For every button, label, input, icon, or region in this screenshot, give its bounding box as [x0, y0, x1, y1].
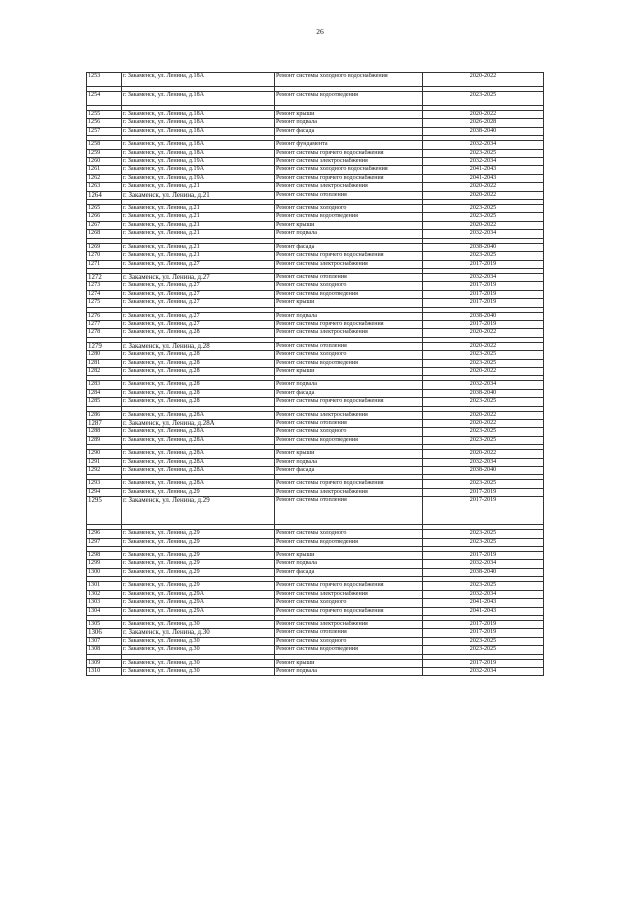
- work-type-cell: Ремонт системы холодного водоснабжения: [275, 166, 423, 174]
- row-number-cell: 1264: [87, 191, 122, 199]
- table-row: [87, 367, 544, 375]
- table-row: [87, 260, 544, 268]
- address-cell: г. Закаменск, ул. Ленина, д.29: [122, 552, 275, 560]
- period-cell: 2020-2022: [423, 329, 544, 337]
- row-number-cell: 1309: [87, 659, 122, 667]
- address-cell: г. Закаменск, ул. Ленина, д.21: [122, 243, 275, 251]
- period-cell: 2041-2043: [423, 599, 544, 607]
- work-type-cell: Ремонт системы отопления: [275, 342, 423, 350]
- address-cell: г. Закаменск, ул. Ленина, д.21: [122, 230, 275, 238]
- period-cell: 2017-2019: [423, 320, 544, 328]
- work-type-cell: Ремонт системы электроснабжения: [275, 411, 423, 419]
- table-row: [87, 111, 544, 119]
- row-number-cell: 1284: [87, 389, 122, 397]
- row-number-cell: 1307: [87, 637, 122, 645]
- table-row: [87, 299, 544, 307]
- period-cell: 2032-2034: [423, 273, 544, 281]
- work-type-cell: Ремонт системы водоотведения: [275, 436, 423, 444]
- work-type-cell: Ремонт крыши: [275, 552, 423, 560]
- address-cell: г. Закаменск, ул. Ленина, д.18А: [122, 127, 275, 135]
- address-cell: г. Закаменск, ул. Ленина, д.27: [122, 290, 275, 298]
- table-row: [87, 92, 544, 106]
- work-type-cell: Ремонт системы электроснабжения: [275, 590, 423, 598]
- address-cell: г. Закаменск, ул. Ленина, д.29: [122, 488, 275, 496]
- table-row: [87, 273, 544, 281]
- period-cell: 2020-2022: [423, 367, 544, 375]
- address-cell: г. Закаменск, ул. Ленина, д.28А: [122, 467, 275, 475]
- work-type-cell: Ремонт подвала: [275, 230, 423, 238]
- address-cell: г. Закаменск, ул. Ленина, д.18А: [122, 92, 275, 106]
- address-cell: г. Закаменск, ул. Ленина, д.18А: [122, 119, 275, 127]
- period-cell: 2023-2025: [423, 252, 544, 260]
- address-cell: г. Закаменск, ул. Ленина, д.28: [122, 359, 275, 367]
- period-cell: 2023-2025: [423, 436, 544, 444]
- table-row: [87, 568, 544, 576]
- row-number-cell: 1303: [87, 599, 122, 607]
- work-type-cell: Ремонт системы холодного: [275, 351, 423, 359]
- row-number-cell: 1290: [87, 450, 122, 458]
- period-cell: 2023-2025: [423, 149, 544, 157]
- period-cell: 2023-2025: [423, 538, 544, 546]
- address-cell: г. Закаменск, ул. Ленина, д.28: [122, 381, 275, 389]
- row-number-cell: 1308: [87, 646, 122, 654]
- work-type-cell: Ремонт системы горячего водоснабжения: [275, 607, 423, 615]
- address-cell: г. Закаменск, ул. Ленина, д.18А: [122, 111, 275, 119]
- work-type-cell: Ремонт фасада: [275, 127, 423, 135]
- period-cell: 2017-2019: [423, 552, 544, 560]
- address-cell: г. Закаменск, ул. Ленина, д.27: [122, 260, 275, 268]
- work-type-cell: Ремонт системы водоотведения: [275, 538, 423, 546]
- address-cell: г. Закаменск, ул. Ленина, д.28: [122, 367, 275, 375]
- period-cell: 2032-2034: [423, 590, 544, 598]
- address-cell: г. Закаменск, ул. Ленина, д.19А: [122, 174, 275, 182]
- address-cell: г. Закаменск, ул. Ленина, д.28: [122, 329, 275, 337]
- table-row: [87, 252, 544, 260]
- table-row: [87, 381, 544, 389]
- work-type-cell: Ремонт системы горячего водоснабжения: [275, 398, 423, 406]
- row-number-cell: 1297: [87, 538, 122, 546]
- work-type-cell: Ремонт крыши: [275, 367, 423, 375]
- table-row: [87, 141, 544, 149]
- period-cell: 2020-2022: [423, 183, 544, 191]
- table-row: [87, 119, 544, 127]
- address-cell: г. Закаменск, ул. Ленина, д.29: [122, 530, 275, 538]
- table-row: [87, 320, 544, 328]
- row-number-cell: 1305: [87, 620, 122, 628]
- table-row: [87, 599, 544, 607]
- table-row: [87, 243, 544, 251]
- work-type-cell: Ремонт системы водоотведения: [275, 359, 423, 367]
- period-cell: 2041-2043: [423, 166, 544, 174]
- table-row: [87, 488, 544, 496]
- work-type-cell: Ремонт системы электроснабжения: [275, 488, 423, 496]
- row-number-cell: 1296: [87, 530, 122, 538]
- work-type-cell: Ремонт фасада: [275, 389, 423, 397]
- work-type-cell: Ремонт системы холодного: [275, 599, 423, 607]
- period-cell: 2017-2019: [423, 299, 544, 307]
- row-number-cell: 1292: [87, 467, 122, 475]
- row-number-cell: 1286: [87, 411, 122, 419]
- address-cell: г. Закаменск, ул. Ленина, д.29А: [122, 590, 275, 598]
- work-type-cell: Ремонт подвала: [275, 381, 423, 389]
- work-type-cell: Ремонт системы электроснабжения: [275, 183, 423, 191]
- address-cell: г. Закаменск, ул. Ленина, д.29А: [122, 607, 275, 615]
- address-cell: г. Закаменск, ул. Ленина, д.29А: [122, 599, 275, 607]
- address-cell: г. Закаменск, ул. Ленина, д.27: [122, 282, 275, 290]
- table-row: [87, 230, 544, 238]
- row-number-cell: 1276: [87, 312, 122, 320]
- table-row: [87, 646, 544, 654]
- table-row: [87, 351, 544, 359]
- row-number-cell: 1261: [87, 166, 122, 174]
- table-row: [87, 428, 544, 436]
- row-number-cell: 1306: [87, 629, 122, 637]
- period-cell: 2032-2034: [423, 458, 544, 466]
- address-cell: г. Закаменск, ул. Ленина, д.28А: [122, 411, 275, 419]
- work-type-cell: Ремонт системы отопления: [275, 629, 423, 637]
- address-cell: г. Закаменск, ул. Ленина, д.28А: [122, 420, 275, 428]
- period-cell: 2038-2040: [423, 127, 544, 135]
- period-cell: 2017-2019: [423, 290, 544, 298]
- period-cell: 2017-2019: [423, 659, 544, 667]
- address-cell: г. Закаменск, ул. Ленина, д.28А: [122, 436, 275, 444]
- work-type-cell: Ремонт фасада: [275, 467, 423, 475]
- address-cell: г. Закаменск, ул. Ленина, д.28А: [122, 458, 275, 466]
- row-number-cell: 1283: [87, 381, 122, 389]
- period-cell: 2023-2025: [423, 398, 544, 406]
- work-type-cell: Ремонт системы водоотведения: [275, 92, 423, 106]
- table-row: [87, 420, 544, 428]
- table-body: [87, 73, 544, 676]
- table-row: [87, 158, 544, 166]
- period-cell: 2020-2022: [423, 450, 544, 458]
- table-row: [87, 290, 544, 298]
- table-row: [87, 191, 544, 199]
- table-row: [87, 183, 544, 191]
- address-cell: г. Закаменск, ул. Ленина, д.30: [122, 646, 275, 654]
- address-cell: г. Закаменск, ул. Ленина, д.21: [122, 183, 275, 191]
- table-row: [87, 329, 544, 337]
- period-cell: 2020-2022: [423, 221, 544, 229]
- work-type-cell: Ремонт фундамента: [275, 141, 423, 149]
- row-number-cell: 1266: [87, 213, 122, 221]
- period-cell: 2026-2028: [423, 119, 544, 127]
- period-cell: 2032-2034: [423, 560, 544, 568]
- table-row: [87, 312, 544, 320]
- period-cell: 2020-2022: [423, 420, 544, 428]
- table-row: [87, 480, 544, 488]
- address-cell: г. Закаменск, ул. Ленина, д.27: [122, 320, 275, 328]
- period-cell: 2032-2034: [423, 667, 544, 675]
- period-cell: 2023-2025: [423, 582, 544, 590]
- address-cell: г. Закаменск, ул. Ленина, д.28: [122, 342, 275, 350]
- work-type-cell: Ремонт фасада: [275, 243, 423, 251]
- period-cell: 2023-2025: [423, 351, 544, 359]
- period-cell: 2023-2025: [423, 428, 544, 436]
- work-type-cell: Ремонт системы горячего водоснабжения: [275, 252, 423, 260]
- work-type-cell: Ремонт подвала: [275, 119, 423, 127]
- address-cell: г. Закаменск, ул. Ленина, д.30: [122, 659, 275, 667]
- table-row: [87, 73, 544, 87]
- row-number-cell: 1279: [87, 342, 122, 350]
- row-number-cell: 1253: [87, 73, 122, 87]
- row-number-cell: 1288: [87, 428, 122, 436]
- row-number-cell: 1263: [87, 183, 122, 191]
- address-cell: г. Закаменск, ул. Ленина, д.29: [122, 497, 275, 525]
- address-cell: г. Закаменск, ул. Ленина, д.21: [122, 213, 275, 221]
- work-type-cell: Ремонт системы электроснабжения: [275, 329, 423, 337]
- table-row: [87, 221, 544, 229]
- address-cell: г. Закаменск, ул. Ленина, д.28: [122, 389, 275, 397]
- period-cell: 2038-2040: [423, 312, 544, 320]
- address-cell: г. Закаменск, ул. Ленина, д.18А: [122, 141, 275, 149]
- row-number-cell: 1310: [87, 667, 122, 675]
- period-cell: 2020-2022: [423, 342, 544, 350]
- work-type-cell: Ремонт фасада: [275, 568, 423, 576]
- period-cell: 2038-2040: [423, 243, 544, 251]
- period-cell: 2032-2034: [423, 230, 544, 238]
- work-type-cell: Ремонт системы отопления: [275, 273, 423, 281]
- table-row: [87, 389, 544, 397]
- work-type-cell: Ремонт системы электроснабжения: [275, 620, 423, 628]
- address-cell: г. Закаменск, ул. Ленина, д.19А: [122, 158, 275, 166]
- period-cell: 2023-2025: [423, 213, 544, 221]
- table-row: [87, 359, 544, 367]
- row-number-cell: 1269: [87, 243, 122, 251]
- period-cell: 2038-2040: [423, 568, 544, 576]
- row-number-cell: 1265: [87, 205, 122, 213]
- table-row: [87, 659, 544, 667]
- table-row: [87, 205, 544, 213]
- address-cell: г. Закаменск, ул. Ленина, д.30: [122, 667, 275, 675]
- row-number-cell: 1289: [87, 436, 122, 444]
- period-cell: 2038-2040: [423, 389, 544, 397]
- period-cell: 2032-2034: [423, 381, 544, 389]
- row-number-cell: 1302: [87, 590, 122, 598]
- row-number-cell: 1301: [87, 582, 122, 590]
- address-cell: г. Закаменск, ул. Ленина, д.19А: [122, 166, 275, 174]
- row-number-cell: 1280: [87, 351, 122, 359]
- work-type-cell: Ремонт системы холодного: [275, 282, 423, 290]
- row-number-cell: 1268: [87, 230, 122, 238]
- period-cell: 2023-2025: [423, 480, 544, 488]
- address-cell: г. Закаменск, ул. Ленина, д.29: [122, 560, 275, 568]
- row-number-cell: 1260: [87, 158, 122, 166]
- address-cell: г. Закаменск, ул. Ленина, д.18А: [122, 73, 275, 87]
- period-cell: 2023-2025: [423, 92, 544, 106]
- row-number-cell: 1299: [87, 560, 122, 568]
- table-row: [87, 213, 544, 221]
- work-type-cell: Ремонт системы электроснабжения: [275, 260, 423, 268]
- table-row: [87, 530, 544, 538]
- work-type-cell: Ремонт системы горячего водоснабжения: [275, 149, 423, 157]
- period-cell: 2017-2019: [423, 497, 544, 525]
- work-type-cell: Ремонт системы горячего водоснабжения: [275, 174, 423, 182]
- address-cell: г. Закаменск, ул. Ленина, д.21: [122, 221, 275, 229]
- work-type-cell: Ремонт системы водоотведения: [275, 290, 423, 298]
- period-cell: 2020-2022: [423, 191, 544, 199]
- work-type-cell: Ремонт крыши: [275, 299, 423, 307]
- row-number-cell: 1277: [87, 320, 122, 328]
- address-cell: г. Закаменск, ул. Ленина, д.28А: [122, 450, 275, 458]
- work-type-cell: Ремонт системы электроснабжения: [275, 158, 423, 166]
- period-cell: 2023-2025: [423, 646, 544, 654]
- table-row: [87, 590, 544, 598]
- address-cell: г. Закаменск, ул. Ленина, д.28: [122, 398, 275, 406]
- table-row: [87, 411, 544, 419]
- row-number-cell: 1255: [87, 111, 122, 119]
- address-cell: г. Закаменск, ул. Ленина, д.30: [122, 629, 275, 637]
- work-type-cell: Ремонт системы водоотведения: [275, 213, 423, 221]
- row-number-cell: 1275: [87, 299, 122, 307]
- period-cell: 2032-2034: [423, 141, 544, 149]
- row-number-cell: 1281: [87, 359, 122, 367]
- table-row: [87, 607, 544, 615]
- address-cell: г. Закаменск, ул. Ленина, д.29: [122, 582, 275, 590]
- period-cell: 2023-2025: [423, 637, 544, 645]
- address-cell: г. Закаменск, ул. Ленина, д.29: [122, 568, 275, 576]
- row-number-cell: 1294: [87, 488, 122, 496]
- row-number-cell: 1278: [87, 329, 122, 337]
- address-cell: г. Закаменск, ул. Ленина, д.27: [122, 299, 275, 307]
- work-type-cell: Ремонт крыши: [275, 450, 423, 458]
- work-type-cell: Ремонт подвала: [275, 312, 423, 320]
- address-cell: г. Закаменск, ул. Ленина, д.21: [122, 205, 275, 213]
- work-type-cell: Ремонт системы холодного: [275, 530, 423, 538]
- row-number-cell: 1258: [87, 141, 122, 149]
- work-type-cell: Ремонт системы горячего водоснабжения: [275, 320, 423, 328]
- row-number-cell: 1262: [87, 174, 122, 182]
- work-type-cell: Ремонт подвала: [275, 667, 423, 675]
- table-row: [87, 620, 544, 628]
- work-type-cell: Ремонт системы холодного водоснабжения: [275, 73, 423, 87]
- row-number-cell: 1300: [87, 568, 122, 576]
- row-number-cell: 1282: [87, 367, 122, 375]
- table-row: [87, 282, 544, 290]
- table-row: [87, 467, 544, 475]
- row-number-cell: 1285: [87, 398, 122, 406]
- work-type-cell: Ремонт системы отопления: [275, 497, 423, 525]
- table-row: [87, 637, 544, 645]
- address-cell: г. Закаменск, ул. Ленина, д.30: [122, 620, 275, 628]
- row-number-cell: 1295: [87, 497, 122, 525]
- row-number-cell: 1270: [87, 252, 122, 260]
- row-number-cell: 1273: [87, 282, 122, 290]
- period-cell: 2017-2019: [423, 629, 544, 637]
- table-row: [87, 629, 544, 637]
- address-cell: г. Закаменск, ул. Ленина, д.27: [122, 273, 275, 281]
- work-type-cell: Ремонт системы водоотведения: [275, 646, 423, 654]
- period-cell: 2020-2022: [423, 111, 544, 119]
- work-type-cell: Ремонт системы холодного: [275, 637, 423, 645]
- period-cell: 2017-2019: [423, 620, 544, 628]
- period-cell: 2017-2019: [423, 282, 544, 290]
- period-cell: 2023-2025: [423, 205, 544, 213]
- period-cell: 2041-2043: [423, 607, 544, 615]
- work-type-cell: Ремонт системы холодного: [275, 205, 423, 213]
- address-cell: г. Закаменск, ул. Ленина, д.18А: [122, 149, 275, 157]
- period-cell: 2020-2022: [423, 411, 544, 419]
- address-cell: г. Закаменск, ул. Ленина, д.28А: [122, 428, 275, 436]
- table-row: [87, 436, 544, 444]
- work-type-cell: Ремонт подвала: [275, 458, 423, 466]
- work-type-cell: Ремонт системы отопления: [275, 420, 423, 428]
- table-row: [87, 149, 544, 157]
- table-row: [87, 342, 544, 350]
- row-number-cell: 1272: [87, 273, 122, 281]
- row-number-cell: 1259: [87, 149, 122, 157]
- address-cell: г. Закаменск, ул. Ленина, д.21: [122, 191, 275, 199]
- page-number: 26: [316, 27, 324, 36]
- period-cell: 2038-2040: [423, 467, 544, 475]
- row-number-cell: 1298: [87, 552, 122, 560]
- row-number-cell: 1291: [87, 458, 122, 466]
- table-row: [87, 538, 544, 546]
- address-cell: г. Закаменск, ул. Ленина, д.28: [122, 351, 275, 359]
- row-number-cell: 1267: [87, 221, 122, 229]
- work-type-cell: Ремонт крыши: [275, 659, 423, 667]
- row-number-cell: 1293: [87, 480, 122, 488]
- address-cell: г. Закаменск, ул. Ленина, д.30: [122, 637, 275, 645]
- row-number-cell: 1274: [87, 290, 122, 298]
- row-number-cell: 1304: [87, 607, 122, 615]
- work-type-cell: Ремонт подвала: [275, 560, 423, 568]
- row-number-cell: 1257: [87, 127, 122, 135]
- row-number-cell: 1256: [87, 119, 122, 127]
- table-row: [87, 398, 544, 406]
- address-cell: г. Закаменск, ул. Ленина, д.29: [122, 538, 275, 546]
- work-type-cell: Ремонт крыши: [275, 221, 423, 229]
- table-row: [87, 497, 544, 525]
- period-cell: 2017-2019: [423, 488, 544, 496]
- work-type-cell: Ремонт системы отопления: [275, 191, 423, 199]
- table-row: [87, 667, 544, 675]
- period-cell: 2023-2025: [423, 530, 544, 538]
- row-number-cell: 1271: [87, 260, 122, 268]
- address-cell: г. Закаменск, ул. Ленина, д.21: [122, 252, 275, 260]
- table-row: [87, 560, 544, 568]
- table-row: [87, 127, 544, 135]
- table-row: [87, 450, 544, 458]
- period-cell: 2017-2019: [423, 260, 544, 268]
- period-cell: 2020-2022: [423, 73, 544, 87]
- period-cell: 2041-2043: [423, 174, 544, 182]
- row-number-cell: 1287: [87, 420, 122, 428]
- address-cell: г. Закаменск, ул. Ленина, д.28А: [122, 480, 275, 488]
- period-cell: 2032-2034: [423, 158, 544, 166]
- period-cell: 2023-2025: [423, 359, 544, 367]
- table-row: [87, 458, 544, 466]
- work-type-cell: Ремонт системы горячего водоснабжения: [275, 582, 423, 590]
- work-type-cell: Ремонт системы горячего водоснабжения: [275, 480, 423, 488]
- work-type-cell: Ремонт системы холодного: [275, 428, 423, 436]
- table-row: [87, 174, 544, 182]
- table-row: [87, 552, 544, 560]
- table-row: [87, 166, 544, 174]
- address-cell: г. Закаменск, ул. Ленина, д.27: [122, 312, 275, 320]
- row-number-cell: 1254: [87, 92, 122, 106]
- table-row: [87, 582, 544, 590]
- repair-schedule-table: [86, 72, 544, 676]
- work-type-cell: Ремонт крыши: [275, 111, 423, 119]
